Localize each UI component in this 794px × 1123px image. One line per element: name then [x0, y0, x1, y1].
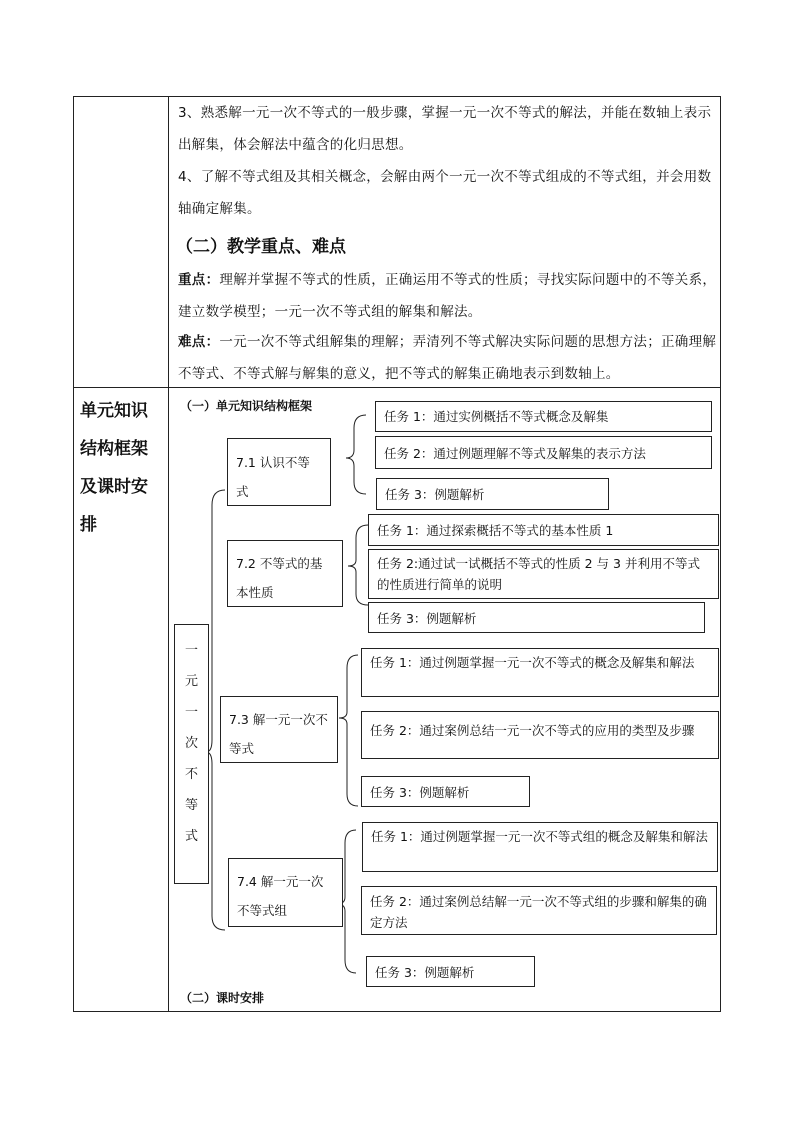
key-points-text: 理解并掌握不等式的性质，正确运用不等式的性质；寻找实际问题中的不等关系，建立数学模型；一元一次不等式组的解集和解法。: [178, 272, 717, 320]
task-box: 任务 1：通过例题掌握一元一次不等式组的概念及解集和解法: [362, 822, 718, 872]
left-cell-title: 单元知识结构框架及课时安排: [80, 401, 148, 535]
task-box: 任务 1：通过探索概括不等式的基本性质 1: [368, 514, 719, 546]
root-char: 元: [184, 674, 198, 689]
root-char: 次: [184, 736, 198, 751]
subheading-schedule: （二）课时安排: [180, 991, 265, 1005]
difficult-points-label: 难点：: [178, 334, 220, 350]
task-box: 任务 3：例题解析: [361, 776, 530, 807]
key-points-label: 重点：: [178, 272, 220, 288]
subheading-structure: （一）单元知识结构框架: [180, 399, 313, 413]
task-box: 任务 3：例题解析: [376, 478, 609, 510]
section-box-7-3: 7.3 解一元一次不等式: [220, 696, 338, 763]
task-box: 任务 1：通过实例概括不等式概念及解集: [375, 401, 712, 432]
task-box: 任务 1：通过例题掌握一元一次不等式的概念及解集和解法: [361, 648, 719, 697]
root-char: 一: [184, 643, 198, 658]
task-box: 任务 2：通过例题理解不等式及解集的表示方法: [375, 436, 712, 469]
root-char: 不: [184, 767, 198, 782]
objective-4: 4、了解不等式组及其相关概念，会解由两个一元一次不等式组成的不等式组，并会用数轴确定解集。: [178, 169, 712, 217]
brace-7-1: [346, 415, 366, 494]
root-box: [174, 624, 209, 884]
root-char: 式: [184, 829, 198, 844]
root-char: 等: [184, 798, 198, 813]
section-box-7-1: 7.1 认识不等式: [227, 438, 331, 506]
brace-7-2: [348, 525, 368, 605]
section-box-7-2: 7.2 不等式的基本性质: [227, 540, 343, 607]
task-box: 任务 3：例题解析: [366, 956, 535, 987]
objective-3: 3、熟悉解一元一次不等式的一般步骤，掌握一元一次不等式的解法，并能在数轴上表示出解集，体会解法中蕴含的化归思想。: [178, 105, 712, 153]
task-box: 任务 3：例题解析: [368, 602, 705, 633]
section-heading-key-points: （二）教学重点、难点: [176, 237, 346, 257]
section-box-7-4: 7.4 解一元一次不等式组: [228, 858, 343, 927]
task-box: 任务 2:通过试一试概括不等式的性质 2 与 3 并利用不等式的性质进行简单的说明: [368, 549, 719, 599]
root-char: 一: [184, 705, 198, 720]
task-box: 任务 2：通过案例总结解一元一次不等式组的步骤和解集的确定方法: [361, 886, 717, 935]
difficult-points-text: 一元一次不等式组解集的理解；弄清列不等式解决实际问题的思想方法；正确理解不等式、不等式解与解集的意义，把不等式的解集正确地表示到数轴上。: [178, 334, 717, 382]
task-box: 任务 2：通过案例总结一元一次不等式的应用的类型及步骤: [361, 711, 719, 759]
brace-7-3: [339, 655, 358, 806]
